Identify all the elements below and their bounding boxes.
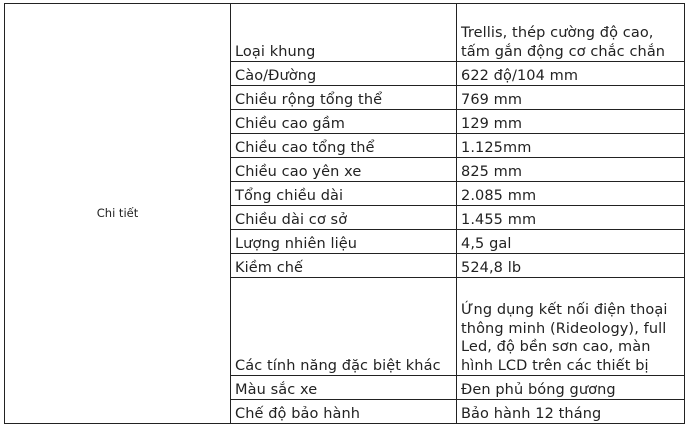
spec-value: Bảo hành 12 tháng bbox=[457, 400, 685, 424]
spec-value: Trellis, thép cường độ cao, tấm gắn động cơ chắc chắn bbox=[457, 4, 685, 62]
table-row bbox=[5, 4, 685, 62]
spec-value: 1.455 mm bbox=[457, 206, 685, 230]
spec-value: 769 mm bbox=[457, 86, 685, 110]
spec-label: Tổng chiều dài bbox=[231, 182, 457, 206]
spec-value: 2.085 mm bbox=[457, 182, 685, 206]
spec-label: Loại khung bbox=[231, 4, 457, 62]
spec-value: 622 độ/104 mm bbox=[457, 62, 685, 86]
spec-value: Ứng dụng kết nối điện thoại thông minh (Rideology), full Led, độ bền sơn cao, màn hình LCD trên các thiết bị bbox=[457, 278, 685, 376]
spec-label: Chiều cao yên xe bbox=[231, 158, 457, 182]
spec-label: Màu sắc xe bbox=[231, 376, 457, 400]
spec-label: Chiều cao tổng thể bbox=[231, 134, 457, 158]
spec-label: Chiều rộng tổng thể bbox=[231, 86, 457, 110]
spec-value: 4,5 gal bbox=[457, 230, 685, 254]
spec-label: Cào/Đường bbox=[231, 62, 457, 86]
spec-label: Chiều cao gầm bbox=[231, 110, 457, 134]
spec-label: Các tính năng đặc biệt khác bbox=[231, 278, 457, 376]
spec-value: Đen phủ bóng gương bbox=[457, 376, 685, 400]
spec-value: 825 mm bbox=[457, 158, 685, 182]
spec-value: 1.125mm bbox=[457, 134, 685, 158]
spec-label: Chiều dài cơ sở bbox=[231, 206, 457, 230]
spec-label: Kiềm chế bbox=[231, 254, 457, 278]
spec-value: 524,8 lb bbox=[457, 254, 685, 278]
spec-label: Lượng nhiên liệu bbox=[231, 230, 457, 254]
spec-label: Chế độ bảo hành bbox=[231, 400, 457, 424]
spec-value: 129 mm bbox=[457, 110, 685, 134]
spec-table bbox=[4, 3, 685, 424]
section-label: Chi tiết bbox=[5, 4, 231, 424]
